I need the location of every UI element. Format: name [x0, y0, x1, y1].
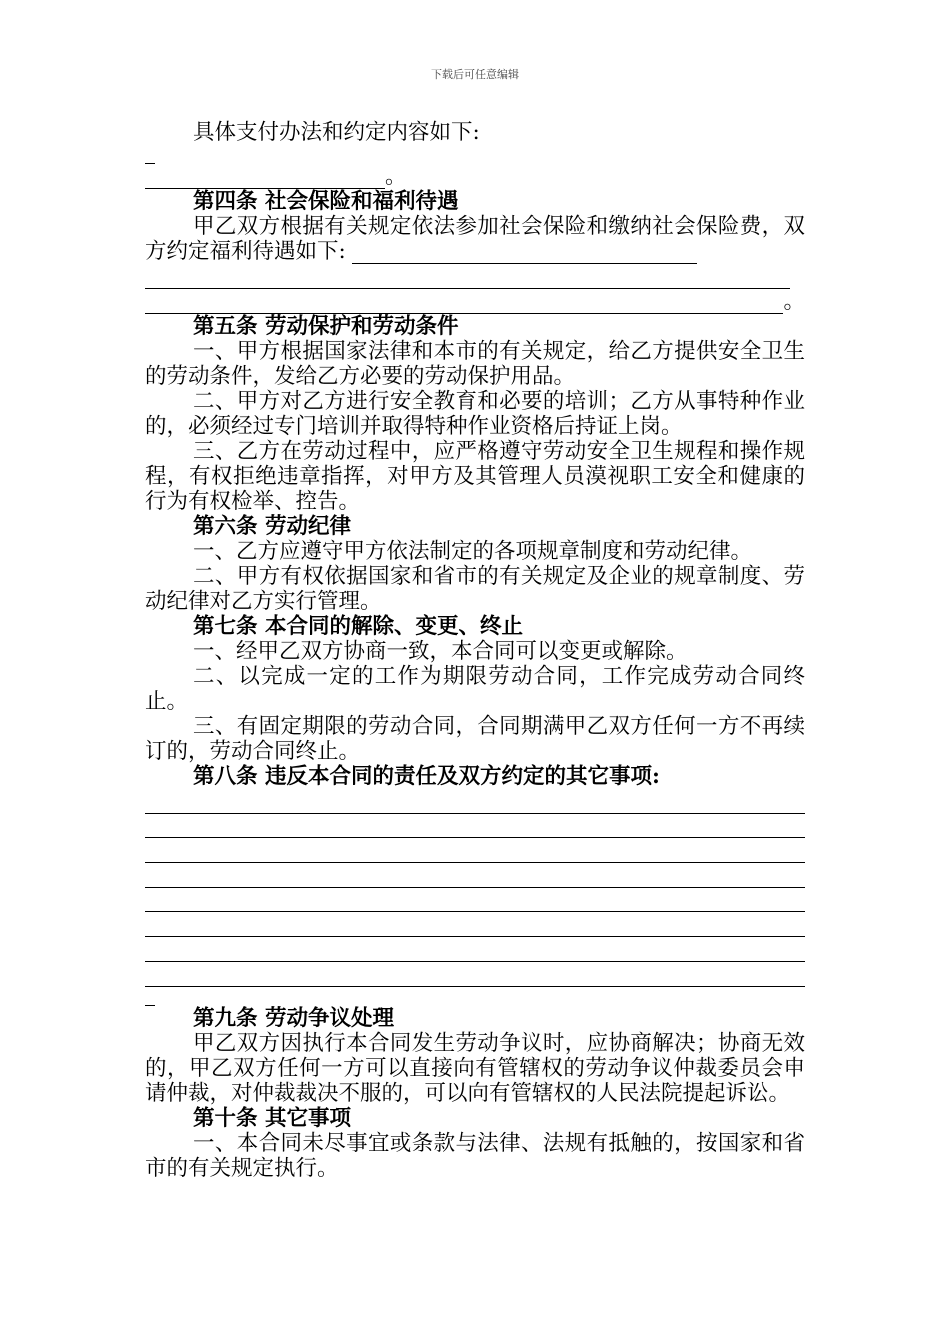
article-5-title: 第五条 劳动保护和劳动条件 [193, 314, 459, 339]
article-7-item-1: 一、经甲乙双方协商一致，本合同可以变更或解除。 [193, 639, 688, 664]
blank-line[interactable] [145, 888, 805, 913]
blank-line[interactable] [145, 962, 805, 987]
article-10-item-1: 一、本合同未尽事宜或条款与法律、法规有抵触的，按国家和省市的有关规定执行。 [145, 1130, 805, 1181]
article-10-title: 第十条 其它事项 [193, 1105, 351, 1131]
article-7-item-2: 二、以完成一定的工作为期限劳动合同，工作完成劳动合同终止。 [145, 664, 805, 714]
article-4-text: 甲乙双方根据有关规定依法参加社会保险和缴纳社会保险费，双方约定福利待遇如下: [145, 214, 805, 264]
article-7-item-3: 三、有固定期限的劳动合同，合同期满甲乙双方任何一方不再续订的，劳动合同终止。 [145, 714, 805, 764]
blank-line[interactable]: 。 [145, 164, 805, 189]
blank-line[interactable]: 。 [145, 289, 805, 314]
article-5-item-2: 二、甲方对乙方进行安全教育和必要的培训；乙方从事特种作业的，必须经过专门培训并取得特种作业资格后持证上岗。 [145, 389, 805, 439]
pay-method-text: 具体支付办法和约定内容如下: [193, 120, 480, 145]
article-9-title: 第九条 劳动争议处理 [193, 1005, 394, 1031]
blank-line[interactable] [145, 264, 805, 289]
article-8-title: 第八条 违反本合同的责任及双方约定的其它事项: [193, 764, 660, 789]
blank-line[interactable] [145, 937, 805, 962]
contract-page [145, 120, 805, 1181]
article-5-item-1: 一、甲方根据国家法律和本市的有关规定，给乙方提供安全卫生的劳动条件，发给乙方必要的劳动保护用品。 [145, 339, 805, 389]
blank-line[interactable] [145, 814, 805, 839]
blank-line[interactable] [352, 243, 697, 264]
blank-line[interactable] [145, 912, 805, 937]
article-4-title: 第四条 社会保险和福利待遇 [193, 189, 459, 214]
blank-line[interactable] [145, 863, 805, 888]
article-6-item-1: 一、乙方应遵守甲方依法制定的各项规章制度和劳动纪律。 [193, 539, 753, 564]
article-9-text: 甲乙双方因执行本合同发生劳动争议时，应协商解决；协商无效的，甲乙双方任何一方可以直接向有管辖权的劳动争议仲裁委员会申请仲裁，对仲裁裁决不服的，可以向有管辖权的人民法院提起诉讼。 [145, 1030, 805, 1106]
article-5-item-3: 三、乙方在劳动过程中，应严格遵守劳动安全卫生规程和操作规程，有权拒绝违章指挥，对甲方及其管理人员漠视职工安全和健康的行为有权检举、控告。 [145, 439, 805, 514]
article-6-item-2: 二、甲方有权依据国家和省市的有关规定及企业的规章制度、劳动纪律对乙方实行管理。 [145, 564, 805, 614]
blank-line[interactable] [145, 987, 155, 1006]
header-note: 下载后可任意编辑 [431, 68, 519, 81]
blank-line[interactable] [145, 789, 805, 814]
blank-line[interactable] [145, 145, 155, 164]
blank-line[interactable] [145, 838, 805, 863]
article-7-title: 第七条 本合同的解除、变更、终止 [193, 614, 523, 639]
article-6-title: 第六条 劳动纪律 [193, 514, 351, 539]
